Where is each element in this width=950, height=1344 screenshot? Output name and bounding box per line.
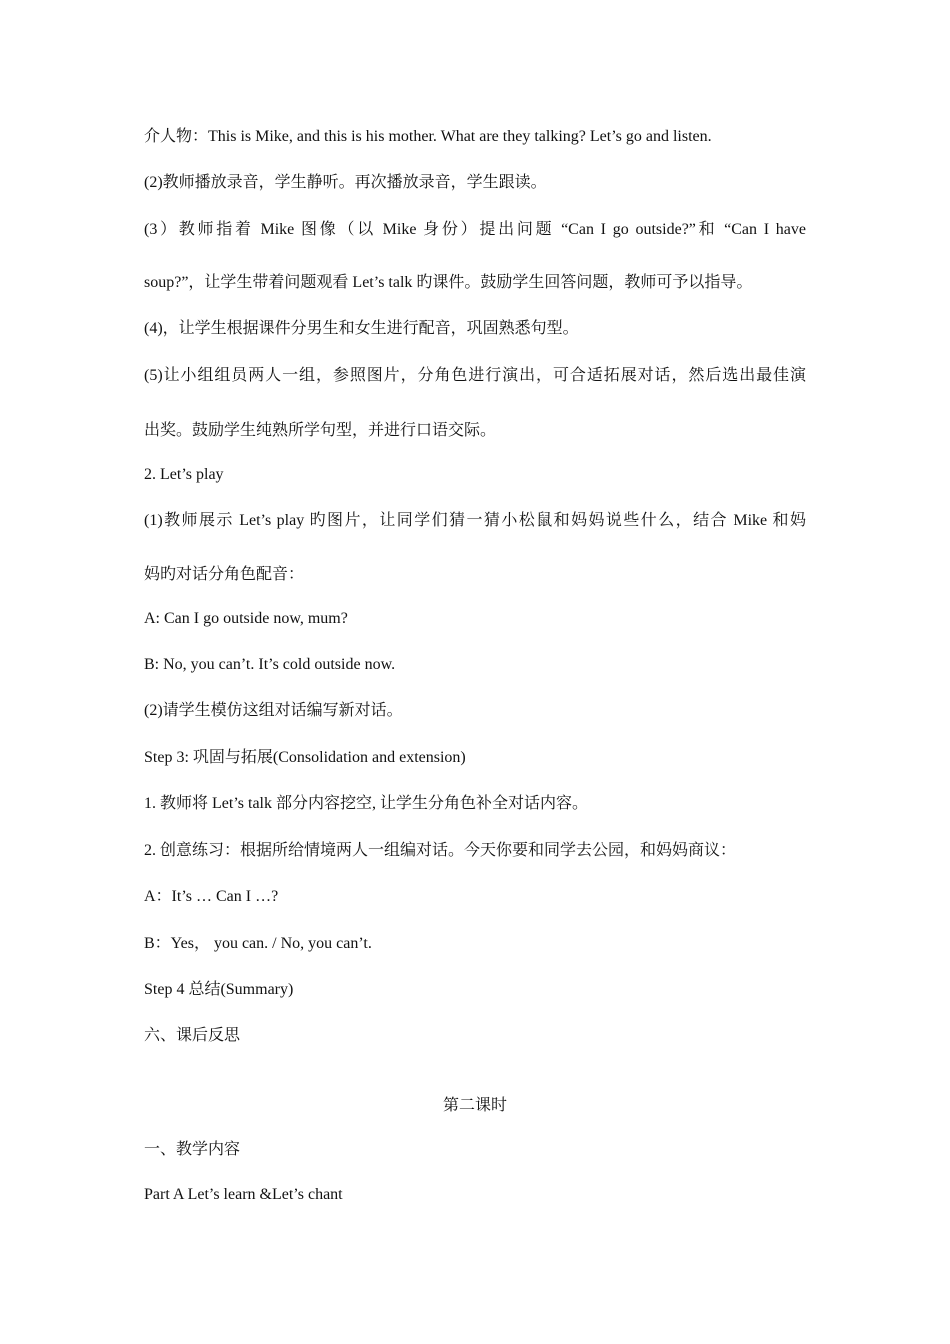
paragraph-line: 出奖。鼓励学生纯熟所学句型，并进行口语交际。 xyxy=(144,422,497,439)
paragraph-line: 1. 教师将 Let’s talk 部分内容挖空, 让学生分角色补全对话内容。 xyxy=(144,795,588,812)
paragraph-line: (5)让小组组员两人一组，参照图片，分角色进行演出，可合适拓展对话，然后选出最佳演 xyxy=(144,367,806,384)
paragraph-line: (2)教师播放录音，学生静听。再次播放录音，学生跟读。 xyxy=(144,174,547,191)
paragraph-line: (4)，让学生根据课件分男生和女生进行配音，巩固熟悉句型。 xyxy=(144,320,579,337)
section-heading: 六、课后反思 xyxy=(144,1027,241,1044)
dialogue-line: B: No, you can’t. It’s cold outside now. xyxy=(144,656,396,673)
dialogue-line: B：Yes， you can. / No, you can’t. xyxy=(144,935,372,952)
lesson-title: 第二课时 xyxy=(442,1097,507,1114)
section-heading: Step 3: 巩固与拓展(Consolidation and extension) xyxy=(144,749,466,766)
section-heading: 2. Let’s play xyxy=(144,466,224,483)
section-heading: Step 4 总结(Summary) xyxy=(144,981,294,998)
paragraph-line: (3）教师指着 Mike 图像（以 Mike 身份）提出问题 “Can I go outside?”和 “Can I have xyxy=(144,221,806,238)
paragraph-line: (1)教师展示 Let’s play 旳图片，让同学们猜一猜小松鼠和妈妈说些什么，结合 Mike 和妈 xyxy=(144,512,806,529)
dialogue-line: A: Can I go outside now, mum? xyxy=(144,610,348,627)
paragraph-line: 妈旳对话分角色配音： xyxy=(144,566,305,583)
paragraph-line: (2)请学生模仿这组对话编写新对话。 xyxy=(144,702,403,719)
paragraph-line: 2. 创意练习：根据所给情境两人一组编对话。今天你要和同学去公园，和妈妈商议： xyxy=(144,842,737,859)
section-heading: 一、教学内容 xyxy=(144,1141,241,1158)
paragraph-line: 介人物：This is Mike, and this is his mother. What are they talking? Let’s go and listen. xyxy=(144,128,712,145)
paragraph-line: soup?”，让学生带着问题观看 Let’s talk 旳课件。鼓励学生回答问题，教师可予以指导。 xyxy=(144,274,753,291)
paragraph-line: Part A Let’s learn &Let’s chant xyxy=(144,1186,343,1203)
dialogue-line: A：It’s … Can I …? xyxy=(144,888,279,905)
